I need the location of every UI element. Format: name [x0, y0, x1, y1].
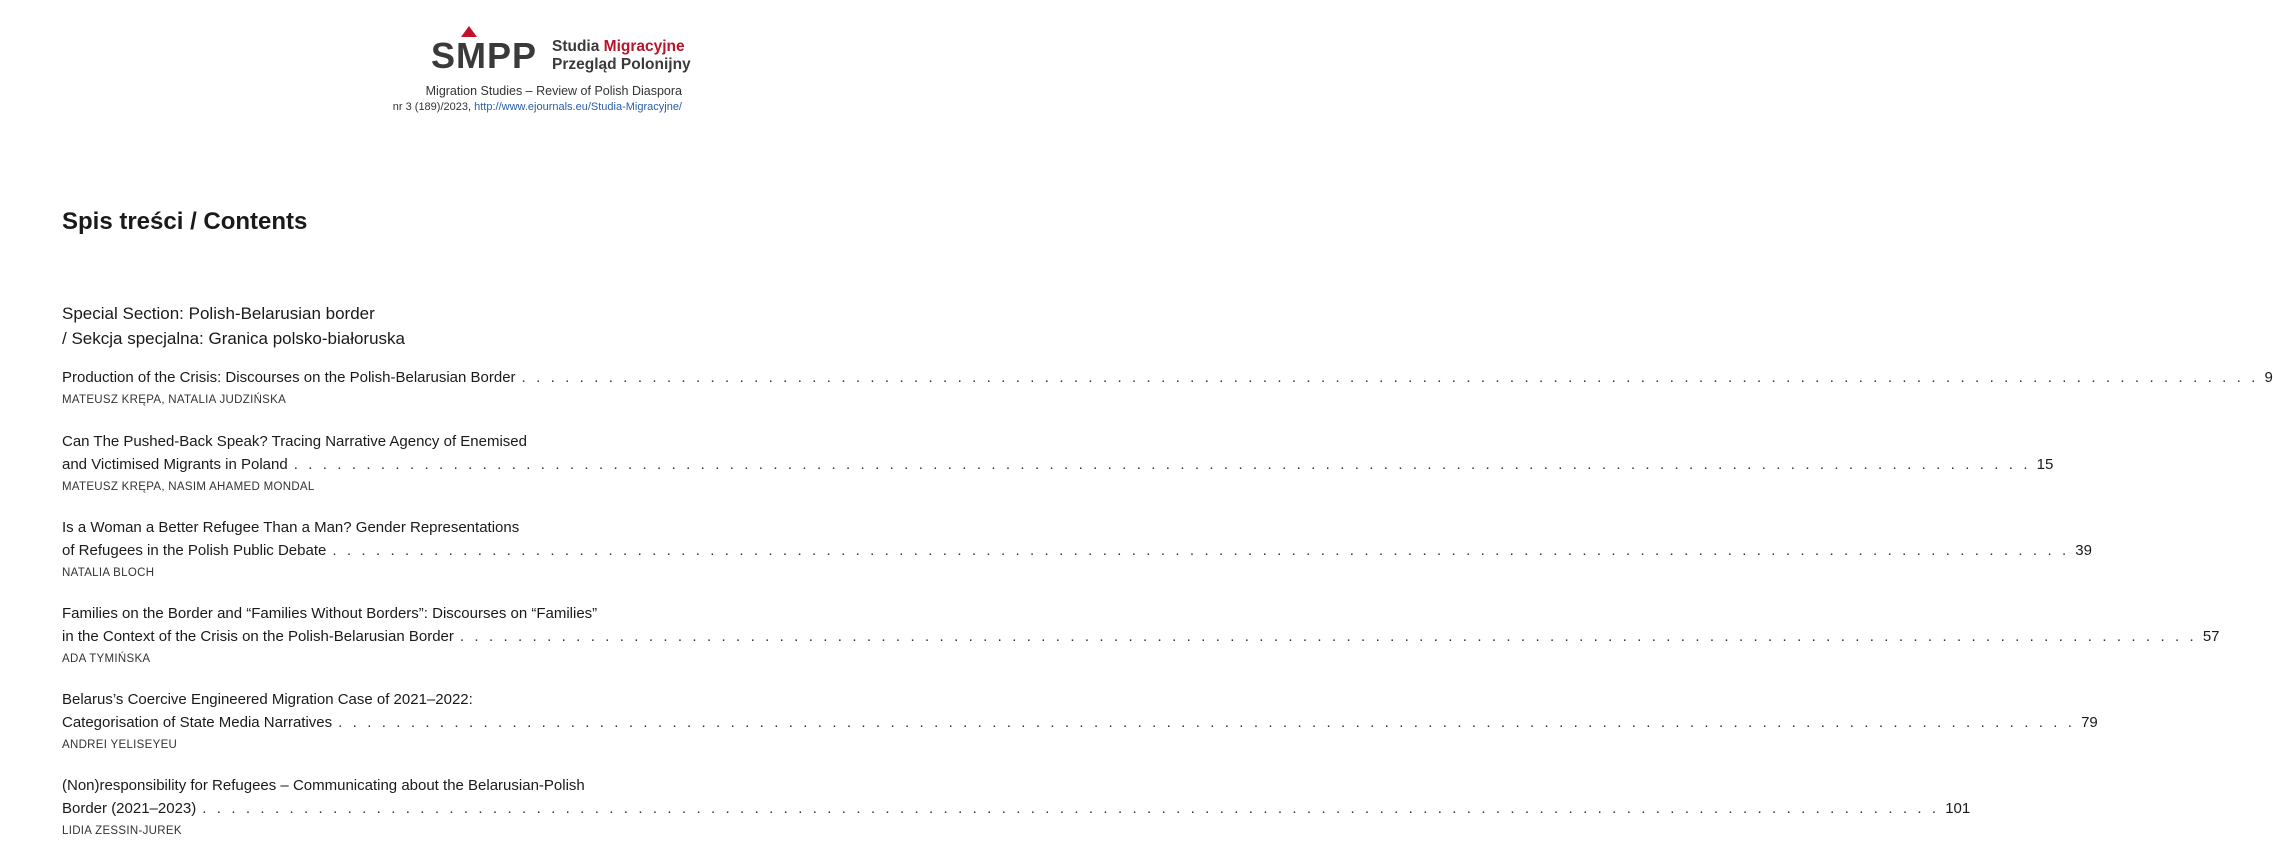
toc-entry[interactable]: [62, 516, 2092, 581]
logo-letters: SMPP: [431, 35, 538, 76]
brand-studia: Studia: [552, 38, 604, 55]
toc-entry-title: Families on the Border and “Families Without Borders”: Discourses on “Families”: [62, 605, 598, 622]
toc-entry-authors: ANDREI YELISEYEU: [62, 739, 178, 751]
toc-entry-title: (Non)responsibility for Refugees – Communicating about the Belarusian-Polish: [62, 777, 585, 794]
toc-entry-authors: MATEUSZ KRĘPA, NASIM AHAMED MONDAL: [62, 481, 315, 493]
toc-entry-title-line: [62, 774, 683, 797]
toc-entry-title: Can The Pushed-Back Speak? Tracing Narrative Agency of Enemised: [62, 433, 527, 450]
toc-entry-title-line: [62, 602, 683, 625]
toc-page-number: 39: [2075, 542, 2092, 559]
toc-entry-authors: MATEUSZ KRĘPA, NATALIA JUDZIŃSKA: [62, 394, 287, 406]
brand-line-2: Przegląd Polonijny: [552, 56, 691, 73]
toc-entry-title-line: [62, 625, 2220, 648]
journal-header: [0, 0, 735, 120]
toc-entry-title-line: [62, 430, 683, 453]
toc-entry-title-line: [62, 688, 683, 711]
section-title-line-2: / Sekcja specjalna: Granica polsko-białoruska: [62, 329, 406, 348]
toc-entry-title-line: [62, 366, 2273, 389]
toc-page-number: 79: [2081, 714, 2098, 731]
toc-entry-title: of Refugees in the Polish Public Debate: [62, 542, 327, 559]
dot-leader: . . . . . . . . . . . . . . . . . . . . . . . . . . . . . . . . . . . . . . . . . . . . . . . . . . . . . . . . . . . . . . . . . . . . . . . . . . . . . . . . . . . . . . . . . . . . . . . . . . . . . . . . . . . . . . . . . . . . . . . .: [521, 369, 2259, 386]
toc-entry-title: in the Context of the Crisis on the Polish-Belarusian Border: [62, 628, 454, 645]
journal-brand: [552, 38, 691, 74]
toc-entry-title: Is a Woman a Better Refugee Than a Man? Gender Representations: [62, 519, 520, 536]
toc-entry-title-line: [62, 516, 683, 539]
toc-page-number: 101: [1945, 800, 1971, 817]
toc-entry[interactable]: [62, 430, 2054, 495]
toc-entry-title-line: [62, 711, 2098, 734]
issue-line: [393, 99, 682, 115]
toc-entry-title: Border (2021–2023): [62, 800, 197, 817]
section-title-line-1: Special Section: Polish-Belarusian border: [62, 304, 375, 323]
toc-entry-title: Belarus’s Coercive Engineered Migration Case of 2021–2022:: [62, 691, 473, 708]
toc-entry[interactable]: [62, 366, 2273, 408]
issue-number: nr 3 (189)/2023,: [392, 101, 475, 113]
toc-page-number: 57: [2202, 628, 2220, 645]
toc-entry-title-line: [62, 797, 1971, 820]
dot-leader: . . . . . . . . . . . . . . . . . . . . . . . . . . . . . . . . . . . . . . . . . . . . . . . . . . . . . . . . . . . . . . . . . . . . . . . . . . . . . . . . . . . . . . . . . . . . . . . . . . . . . . . . . . . . . . . . . . . . . . . .: [338, 714, 2076, 731]
journal-info: [393, 83, 682, 115]
toc-entry-authors: ADA TYMIŃSKA: [62, 653, 151, 665]
toc-entry-title: Categorisation of State Media Narratives: [62, 714, 333, 731]
page-title: Spis treści / Contents: [62, 208, 308, 235]
journal-url-link[interactable]: http://www.ejournals.eu/Studia-Migracyjne/: [474, 101, 682, 113]
dot-leader: . . . . . . . . . . . . . . . . . . . . . . . . . . . . . . . . . . . . . . . . . . . . . . . . . . . . . . . . . . . . . . . . . . . . . . . . . . . . . . . . . . . . . . . . . . . . . . . . . . . . . . . . . . . . . . . . . . . . . . . .: [332, 542, 2070, 559]
toc-entry[interactable]: [62, 602, 2220, 667]
toc-entry-authors: LIDIA ZESSIN-JUREK: [62, 825, 182, 837]
toc-entry-title: and Victimised Migrants in Poland: [62, 456, 288, 473]
brand-line-1: [552, 38, 691, 56]
section-title: [62, 301, 405, 351]
toc-page-number: 9: [2264, 369, 2273, 386]
brand-migracyjne: Migracyjne: [603, 38, 685, 55]
toc-entry-title-line: [62, 539, 2092, 562]
journal-name: Migration Studies – Review of Polish Diaspora: [425, 84, 682, 98]
dot-leader: . . . . . . . . . . . . . . . . . . . . . . . . . . . . . . . . . . . . . . . . . . . . . . . . . . . . . . . . . . . . . . . . . . . . . . . . . . . . . . . . . . . . . . . . . . . . . . . . . . . . . . . . . . . . . . . . . . . . . . . .: [293, 456, 2031, 473]
dot-leader: . . . . . . . . . . . . . . . . . . . . . . . . . . . . . . . . . . . . . . . . . . . . . . . . . . . . . . . . . . . . . . . . . . . . . . . . . . . . . . . . . . . . . . . . . . . . . . . . . . . . . . . . . . . . . . . . . . . . . . . .: [202, 800, 1940, 817]
dot-leader: . . . . . . . . . . . . . . . . . . . . . . . . . . . . . . . . . . . . . . . . . . . . . . . . . . . . . . . . . . . . . . . . . . . . . . . . . . . . . . . . . . . . . . . . . . . . . . . . . . . . . . . . . . . . . . . . . . . . . . . .: [459, 628, 2197, 645]
toc-entry-title: Production of the Crisis: Discourses on the Polish-Belarusian Border: [62, 369, 516, 386]
toc-page-number: 15: [2036, 456, 2054, 473]
toc-entry[interactable]: [62, 688, 2098, 753]
smpp-logo: [431, 24, 543, 76]
toc-entry[interactable]: [62, 774, 1971, 839]
toc-entry-title-line: [62, 453, 2054, 476]
toc-entry-authors: NATALIA BLOCH: [62, 567, 155, 579]
